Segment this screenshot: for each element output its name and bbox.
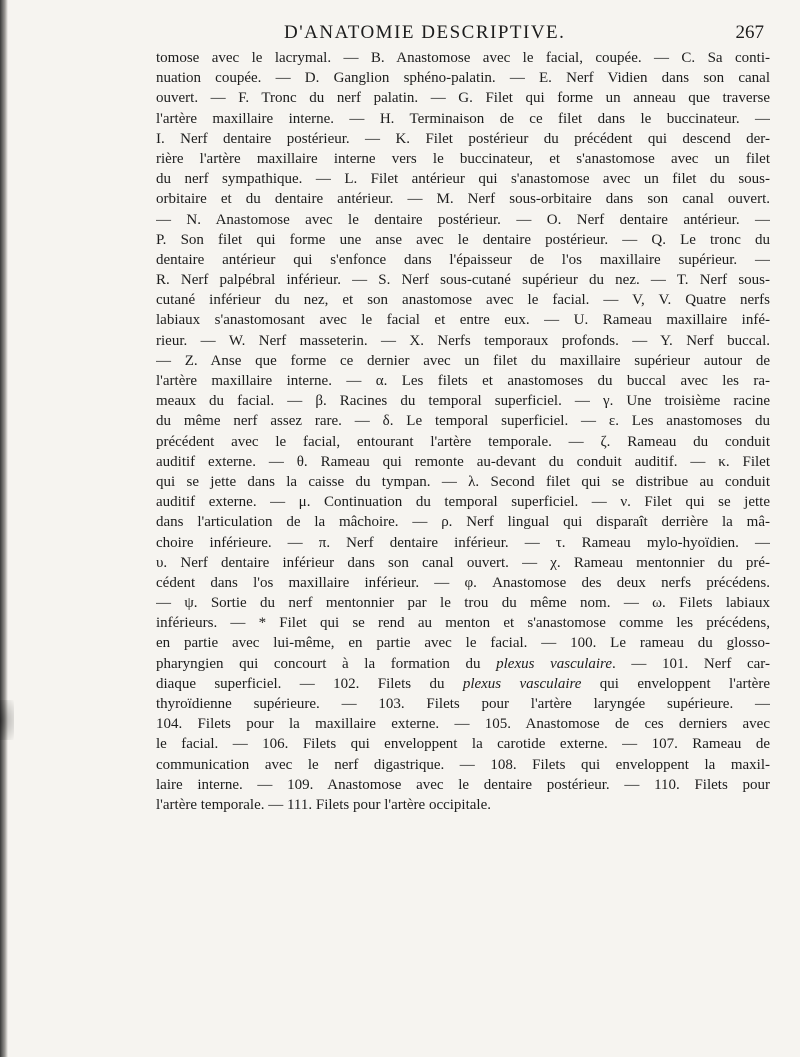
text-line: tomose avec le lacrymal. — B. Anastomose avec le facial, coupée. — C. Sa conti-	[156, 50, 770, 66]
text-line: en partie avec lui-même, en partie avec le facial. — 100. Le rameau du glosso-	[156, 635, 770, 652]
text-line: inférieurs. — * Filet qui se rend au menton et s'anastomose comme les précédens,	[156, 615, 770, 632]
running-title: D'ANATOMIE DESCRIPTIVE.	[284, 22, 566, 43]
text-line: cédent dans l'os maxillaire inférieur. — φ. Anastomose des deux nerfs précédens.	[156, 574, 770, 591]
text-line: orbitaire et du dentaire antérieur. — M. Nerf sous-orbitaire dans son canal ouvert.	[156, 191, 770, 208]
text-line: P. Son filet qui forme une anse avec le dentaire postérieur. — Q. Le tronc du	[156, 231, 770, 248]
text-line: auditif externe. — θ. Rameau qui remonte au-devant du conduit auditif. — κ. Filet	[156, 453, 770, 470]
text-line: nuation coupée. — D. Ganglion sphéno-palatin. — E. Nerf Vidien dans son canal	[156, 70, 770, 87]
italic-term: plexus vasculaire	[496, 655, 612, 672]
text-line: rieur. — W. Nerf masseterin. — X. Nerfs temporaux profonds. — Y. Nerf buccal.	[156, 332, 770, 349]
text-line: dentaire antérieur qui s'enfonce dans l'épaisseur de l'os maxillaire supérieur. —	[156, 251, 770, 268]
text-line: meaux du facial. — β. Racines du temporal superficiel. — γ. Une troisième racine	[156, 393, 770, 410]
figure-legend-text	[156, 48, 770, 815]
page-number: 267	[735, 22, 764, 43]
text-line: qui se jette dans la caisse du tympan. — λ. Second filet qui se distribue au conduit	[156, 473, 770, 490]
text-line: — N. Anastomose avec le dentaire postérieur. — O. Nerf dentaire antérieur. —	[156, 211, 770, 228]
text-line: pharyngien qui concourt à la formation du plexus vasculaire. — 101. Nerf car-	[156, 655, 770, 672]
text-line: — Z. Anse que forme ce dernier avec un filet du maxillaire supérieur autour de	[156, 352, 770, 369]
text-line: — ψ. Sortie du nerf mentonnier par le trou du même nom. — ω. Filets labiaux	[156, 595, 770, 612]
page-binding-edge	[0, 0, 8, 1057]
text-line: précédent avec le facial, entourant l'artère temporale. — ζ. Rameau du conduit	[156, 433, 770, 450]
running-header	[150, 14, 770, 48]
text-line: l'artère temporale. — 111. Filets pour l'artère occipitale.	[156, 796, 491, 813]
text-line: labiaux s'anastomosant avec le facial et entre eux. — U. Rameau maxillaire infé-	[156, 312, 770, 329]
text-line: dans l'articulation de la mâchoire. — ρ. Nerf lingual qui disparaît derrière la mâ-	[156, 514, 770, 531]
text-line: l'artère maxillaire interne. — H. Terminaison de ce filet dans le buccinateur. —	[156, 110, 770, 127]
text-line: l'artère maxillaire interne. — α. Les filets et anastomoses du buccal avec les ra-	[156, 373, 770, 389]
text-line: du nerf sympathique. — L. Filet antérieur qui s'anastomose avec un filet du sous-	[156, 171, 770, 188]
text-line: thyroïdienne supérieure. — 103. Filets pour l'artère laryngée supérieure. —	[156, 696, 770, 712]
text-line: laire interne. — 109. Anastomose avec le dentaire postérieur. — 110. Filets pour	[156, 776, 770, 793]
ink-smudge	[0, 700, 14, 740]
text-line: I. Nerf dentaire postérieur. — K. Filet postérieur du précédent qui descend der-	[156, 130, 770, 147]
text-line: diaque superficiel. — 102. Filets du plexus vasculaire qui enveloppent l'artère	[156, 675, 770, 692]
text-line: υ. Nerf dentaire inférieur dans son canal ouvert. — χ. Rameau mentonnier du pré-	[156, 554, 770, 571]
text-line: du même nerf assez rare. — δ. Le temporal superficiel. — ε. Les anastomoses du	[156, 413, 770, 430]
italic-term: plexus vasculaire	[462, 675, 582, 692]
text-line: choire inférieure. — π. Nerf dentaire inférieur. — τ. Rameau mylo-hyoïdien. —	[156, 534, 770, 551]
text-line: cutané inférieur du nez, et son anastomose avec le facial. — V, V. Quatre nerfs	[156, 292, 770, 309]
text-line: le facial. — 106. Filets qui enveloppent la carotide externe. — 107. Rameau de	[156, 736, 770, 753]
text-line: R. Nerf palpébral inférieur. — S. Nerf sous-cutané supérieur du nez. — T. Nerf sous-	[156, 272, 770, 289]
text-line: communication avec le nerf digastrique. — 108. Filets qui enveloppent la maxil-	[156, 756, 770, 773]
text-line: auditif externe. — μ. Continuation du temporal superficiel. — ν. Filet qui se jette	[156, 494, 770, 511]
text-line: ouvert. — F. Tronc du nerf palatin. — G. Filet qui forme un anneau que traverse	[156, 90, 770, 107]
text-line: 104. Filets pour la maxillaire externe. — 105. Anastomose de ces derniers avec	[156, 716, 770, 733]
text-line: rière l'artère maxillaire interne vers le buccinateur, et s'anastomose avec un filet	[156, 150, 770, 167]
